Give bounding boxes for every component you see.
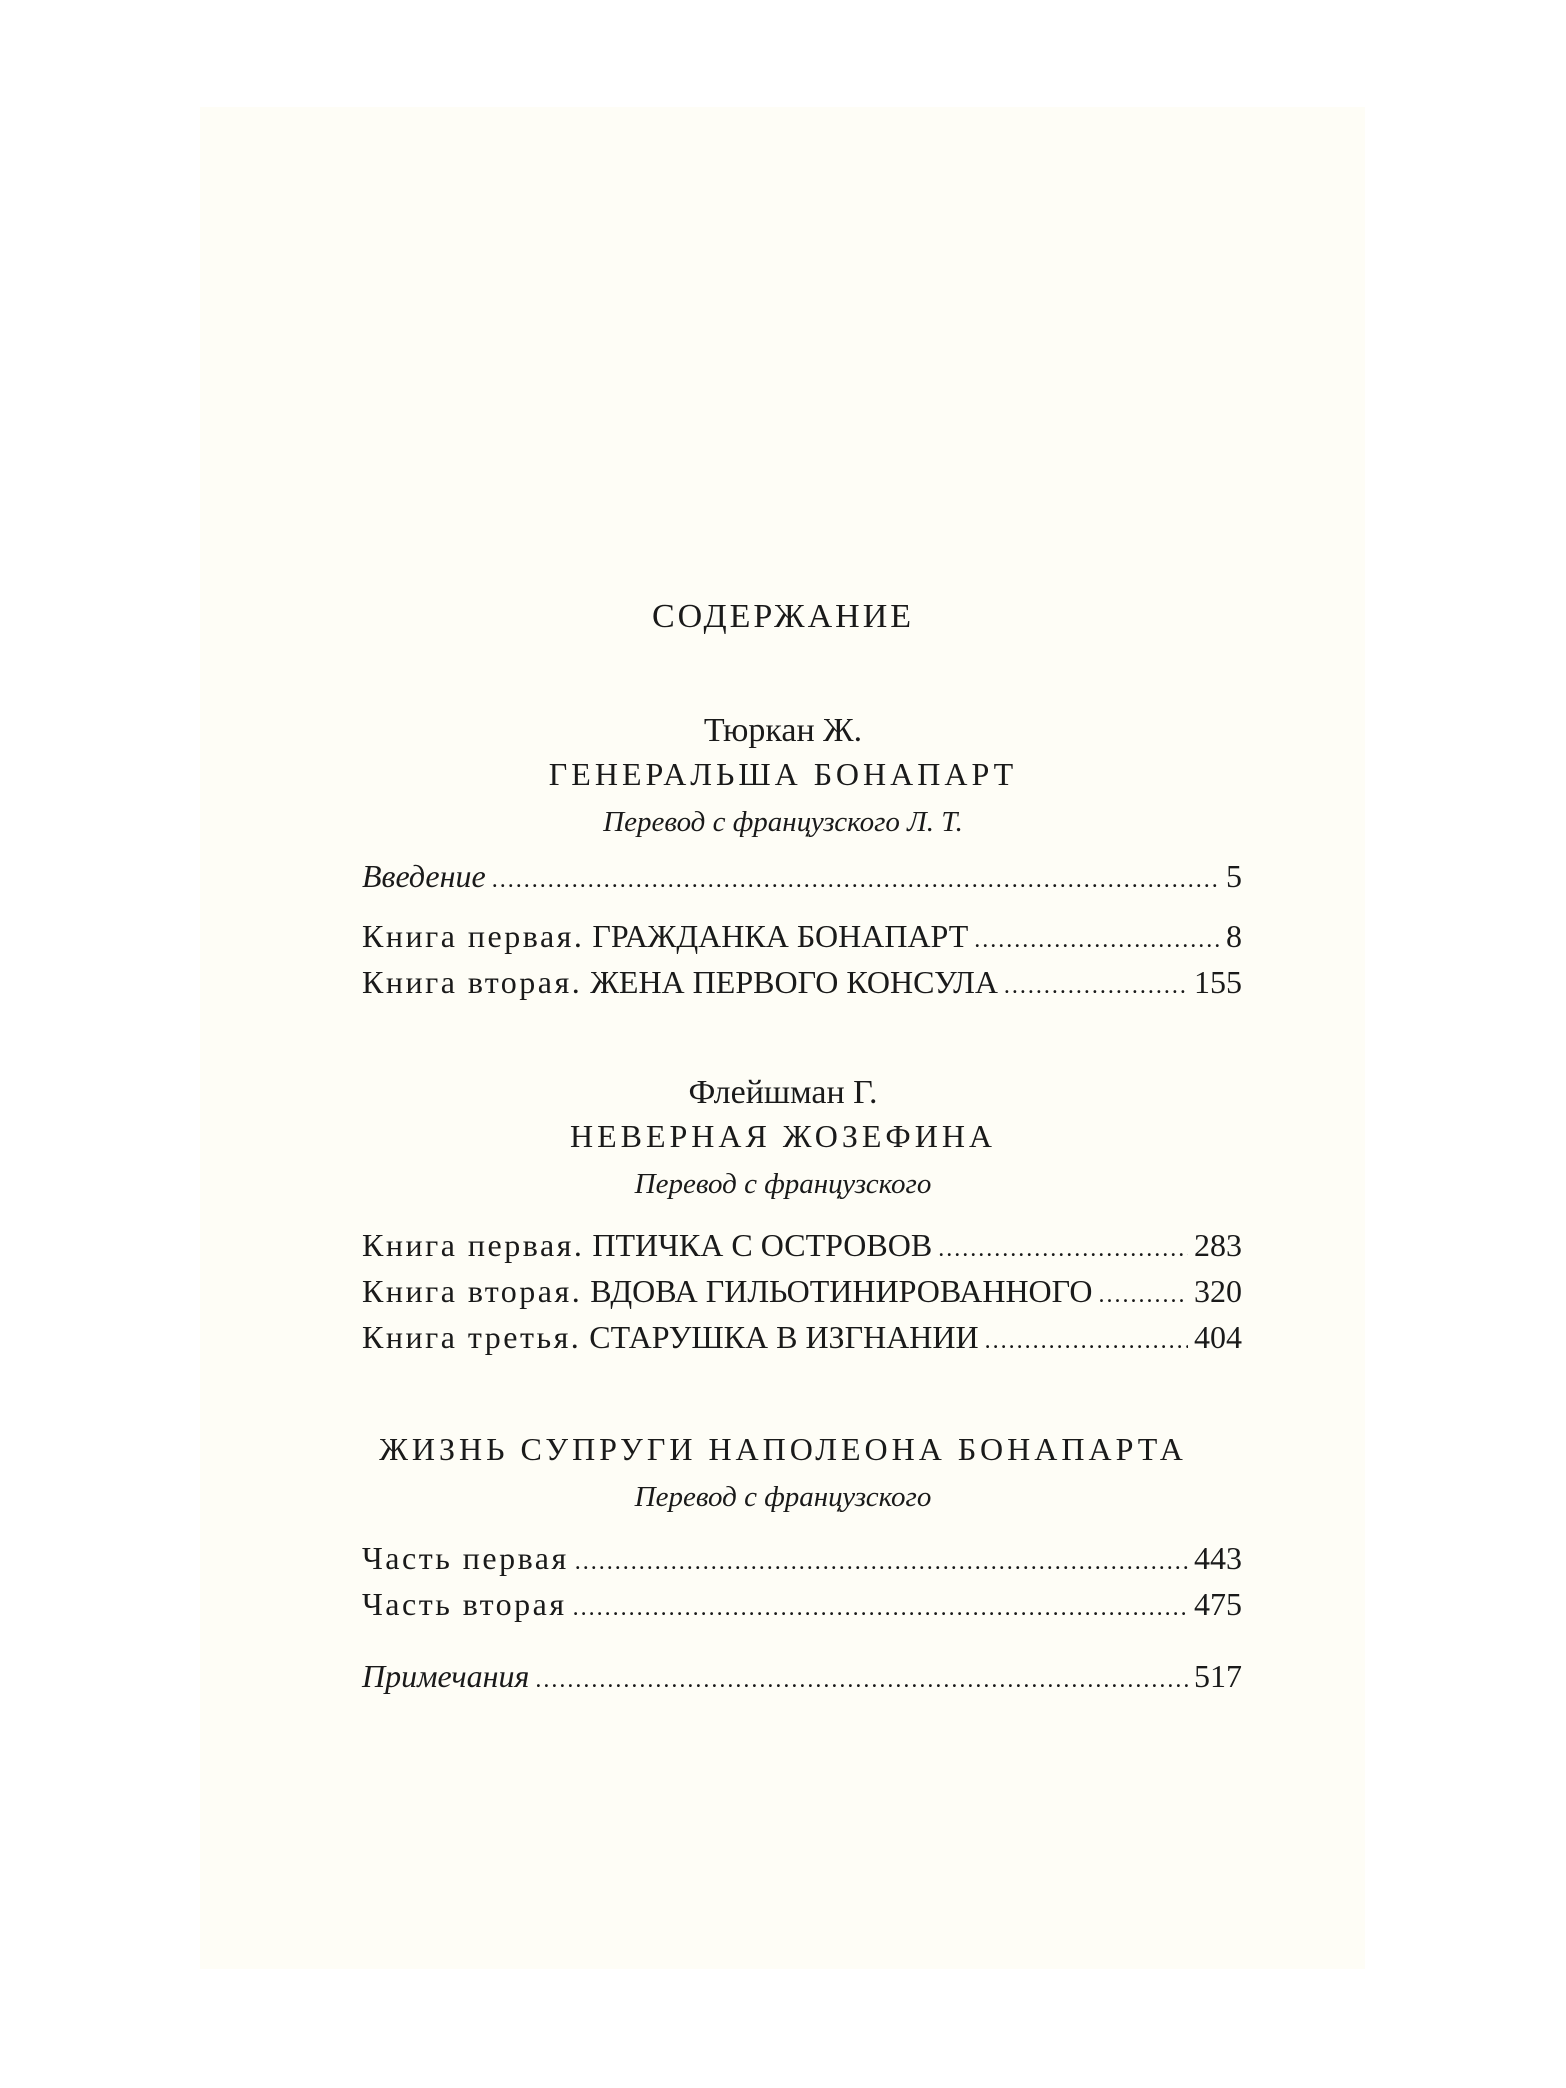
toc-entry-label — [362, 1540, 569, 1577]
toc-entry-label — [362, 1227, 932, 1264]
toc-entry-book-1-1[interactable] — [362, 918, 1242, 955]
toc-entry-page: 404 — [1194, 1319, 1242, 1355]
toc-entry-page: 517 — [1194, 1658, 1242, 1694]
toc-entry-page: 8 — [1226, 918, 1242, 954]
dot-leader — [573, 1595, 1188, 1622]
toc-entry-page: 475 — [1194, 1586, 1242, 1622]
toc-entry-book-2-2[interactable] — [362, 1273, 1242, 1310]
dot-leader — [938, 1236, 1188, 1263]
section-2-title: НЕВЕРНАЯ ЖОЗЕФИНА — [569, 1118, 997, 1154]
toc-entry-label — [362, 1586, 567, 1623]
toc-entry-title: Часть первая — [362, 1540, 569, 1576]
toc-entry-title: Часть вторая — [362, 1586, 567, 1622]
dot-leader — [974, 927, 1220, 954]
toc-entry-label: Примечания — [362, 1658, 530, 1694]
section-2-author: Флейшман Г. — [688, 1074, 878, 1111]
toc-entry-prefix: Книга вторая. — [362, 964, 583, 1000]
toc-entry-title: ВДОВА ГИЛЬОТИНИРОВАННОГО — [590, 1273, 1093, 1309]
toc-entry-title: ЖЕНА ПЕРВОГО КОНСУЛА — [590, 964, 998, 1000]
toc-entry-label — [362, 918, 968, 955]
toc-entry-part-1[interactable] — [362, 1540, 1242, 1577]
toc-entry-part-2[interactable] — [362, 1586, 1242, 1623]
toc-entry-label — [362, 1319, 979, 1356]
dot-leader — [535, 1667, 1188, 1694]
toc-entry-page: 155 — [1194, 964, 1242, 1000]
section-3-translation: Перевод с французского — [634, 1481, 932, 1513]
toc-entry-label — [362, 964, 998, 1001]
section-3-title: ЖИЗНЬ СУПРУГИ НАПОЛЕОНА БОНАПАРТА — [379, 1431, 1187, 1467]
toc-entry-page: 283 — [1194, 1227, 1242, 1263]
toc-entry-prefix: Книга вторая. — [362, 1273, 583, 1309]
section-1-author: Тюркан Ж. — [703, 712, 863, 749]
dot-leader — [1098, 1282, 1188, 1309]
dot-leader — [1004, 973, 1188, 1000]
toc-entry-title: СТАРУШКА В ИЗГНАНИИ — [589, 1319, 979, 1355]
toc-entry-book-2-1[interactable] — [362, 1227, 1242, 1264]
dot-leader — [575, 1549, 1188, 1576]
section-2-translation: Перевод с французского — [634, 1168, 932, 1200]
toc-entry-page: 443 — [1194, 1540, 1242, 1576]
dot-leader — [985, 1328, 1188, 1355]
contents-title: СОДЕРЖАНИЕ — [651, 598, 915, 635]
toc-entry-title: ПТИЧКА С ОСТРОВОВ — [592, 1227, 933, 1263]
toc-entry-introduction[interactable] — [362, 858, 1242, 895]
toc-entry-prefix: Книга первая. — [362, 918, 585, 954]
toc-entry-label — [362, 1273, 1092, 1310]
section-1-title: ГЕНЕРАЛЬША БОНАПАРТ — [548, 756, 1018, 792]
section-1-translation: Перевод с французского Л. Т. — [603, 806, 963, 838]
toc-entry-label: Введение — [362, 858, 486, 894]
toc-entry-prefix: Книга первая. — [362, 1227, 585, 1263]
toc-entry-notes[interactable] — [362, 1658, 1242, 1695]
toc-entry-book-2-3[interactable] — [362, 1319, 1242, 1356]
toc-entry-page: 320 — [1194, 1273, 1242, 1309]
dot-leader — [492, 867, 1220, 894]
toc-entry-title: ГРАЖДАНКА БОНАПАРТ — [592, 918, 969, 954]
toc-entry-page: 5 — [1226, 858, 1242, 894]
toc-entry-prefix: Книга третья. — [362, 1319, 582, 1355]
toc-entry-book-1-2[interactable] — [362, 964, 1242, 1001]
